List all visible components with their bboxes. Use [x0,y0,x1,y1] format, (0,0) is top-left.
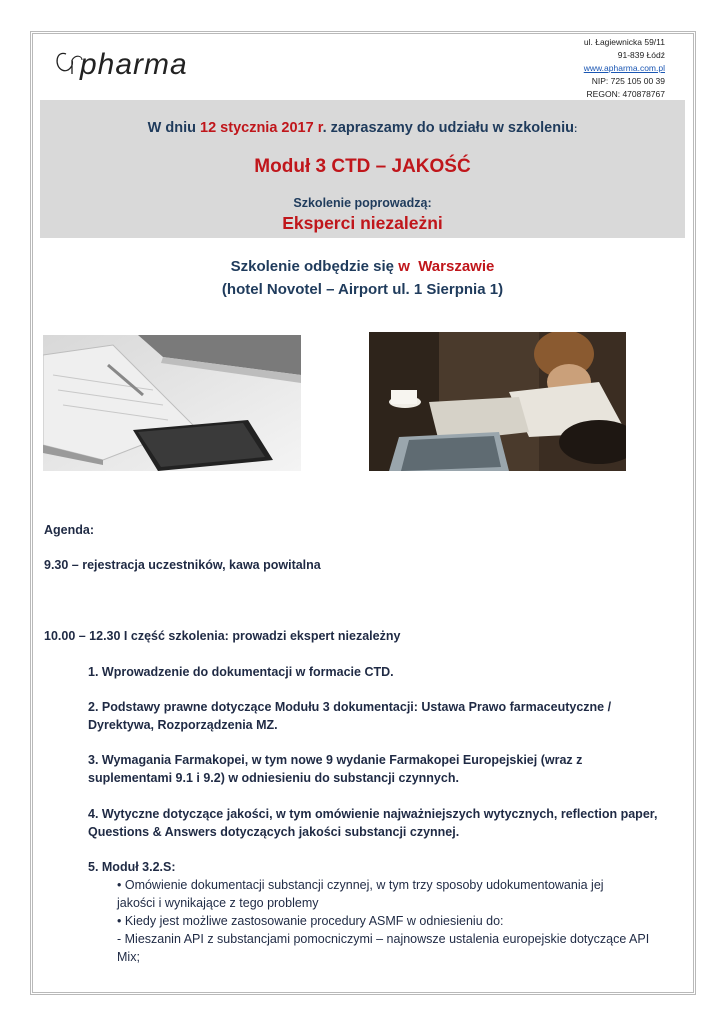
invitation-intro: W dniu 12 stycznia 2017 r. zapraszamy do udziału w szkoleniu: [147,120,578,136]
nip: NIP: 725 105 00 39 [591,76,665,86]
item5-bullet3-l1: - Mieszanin API z substancjami pomocniczymi – najnowsze ustalenia europejskie dotyczące API [117,932,650,946]
training-title: Moduł 3 CTD – JAKOŚĆ [254,156,471,177]
leader-label: Szkolenie poprowadzą: [293,196,432,210]
agenda-item-5: 5. Moduł 3.2.S: [88,860,176,874]
venue-address: (hotel Novotel – Airport ul. 1 Sierpnia 1) [221,281,504,298]
agenda-item-4: 4. Wytyczne dotyczące jakości, w tym omówienie najważniejszych wytycznych, reflection paper, Questions & Answers dotyczących jakości substancji czynnej. [88,807,658,839]
workspace-photo [43,335,301,471]
training-date: 12 stycznia 2017 r [200,120,323,136]
item5-bullet3-l2: Mix; [117,950,140,964]
regon: REGON: 470878767 [586,89,665,99]
address-line1: ul. Łagiewnicka 59/11 [583,37,665,47]
agenda-item-1: 1. Wprowadzenie do dokumentacji w formacie CTD. [88,665,394,679]
agenda-item-3: 3. Wymagania Farmakopei, w tym nowe 9 wydanie Farmakopei Europejskiej (wraz z suplementami 9.1 i 9.2) w odniesieniu do substancji czynnych. [88,753,583,785]
company-address [465,36,665,101]
leader-name: Eksperci niezależni [282,213,443,233]
website-link[interactable]: www.apharma.com.pl [583,63,665,73]
agenda-part1: 10.00 – 12.30 I część szkolenia: prowadzi ekspert niezależny [44,629,401,643]
agenda-item-5-details [117,876,649,966]
item5-bullet1-l1: • Omówienie dokumentacji substancji czynnej, w tym trzy sposoby udokumentowania jej [117,878,604,892]
agenda-heading: Agenda: [44,523,94,537]
venue-city: Warszawie [418,258,495,275]
meeting-photo [369,332,626,471]
agenda-registration: 9.30 – rejestracja uczestników, kawa powitalna [44,558,321,572]
item5-bullet2: • Kiedy jest możliwe zastosowanie procedury ASMF w odniesieniu do: [117,914,504,928]
address-line2: 91-839 Łódź [617,50,665,60]
apharma-logo [52,40,222,90]
svg-text:pharma: pharma [80,48,188,81]
venue-line1: Szkolenie odbędzie się w Warszawie [230,258,495,275]
agenda-item-2: 2. Podstawy prawne dotyczące Modułu 3 dokumentacji: Ustawa Prawo farmaceutyczne / Dyrektywa, Rozporządzenia MZ. [88,700,612,732]
item5-bullet1-l2: jakości i wynikające z tego problemy [117,896,319,910]
invitation-banner [40,100,685,238]
